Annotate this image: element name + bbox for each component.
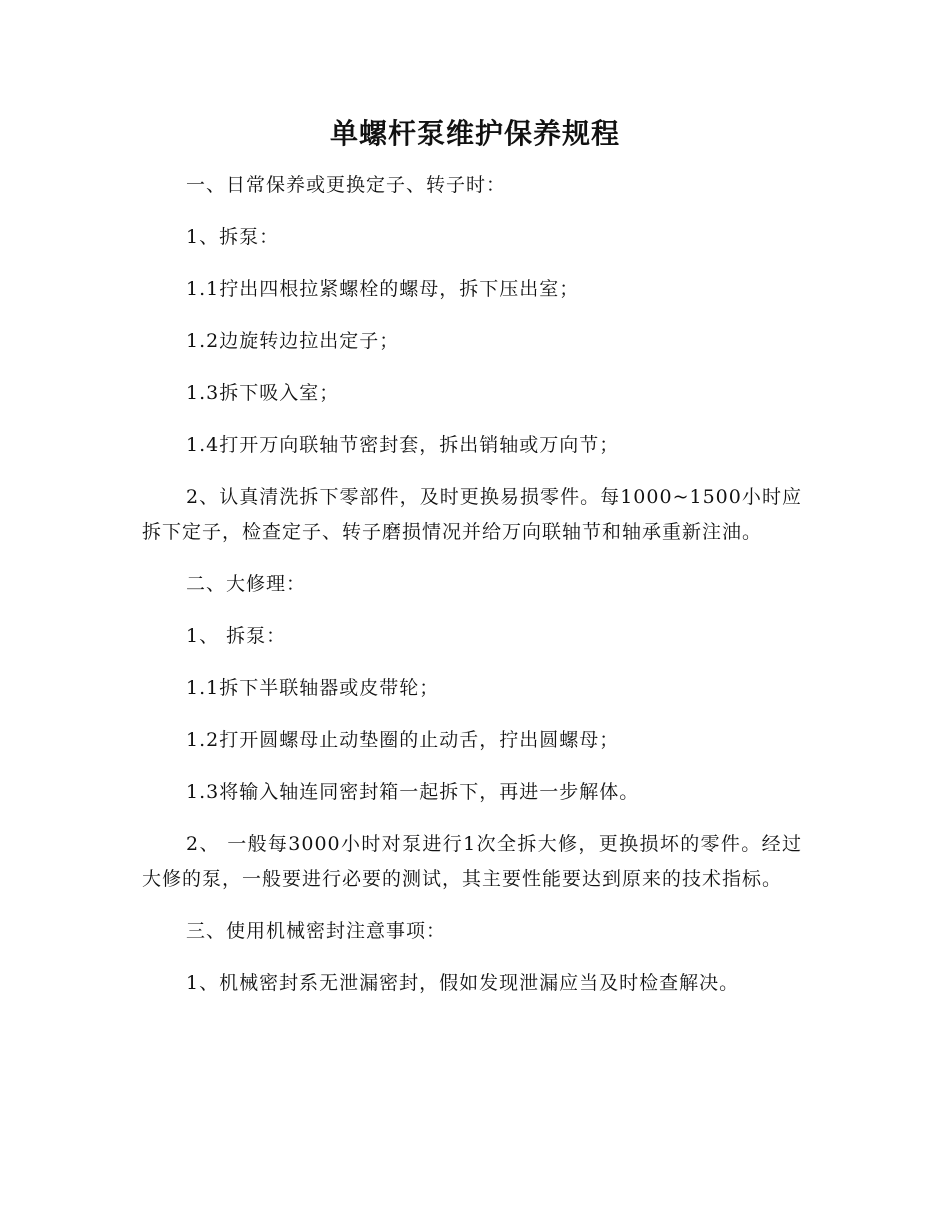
body-paragraph: 1、机械密封系无泄漏密封，假如发现泄漏应当及时检查解决。 bbox=[186, 972, 740, 994]
section-heading-3: 三、使用机械密封注意事项： bbox=[186, 920, 447, 942]
section-heading-1: 一、日常保养或更换定子、转子时： bbox=[186, 174, 507, 196]
body-paragraph: 2、 一般每3000小时对泵进行1次全拆大修，更换损坏的零件。经过大修的泵，一般要进行必要的测试，其主要性能要达到原来的技术指标。 bbox=[142, 833, 802, 890]
document-body bbox=[142, 168, 802, 1018]
step-heading: 1、拆泵： bbox=[186, 226, 280, 248]
document-title: 单螺杆泵维护保养规程 bbox=[329, 117, 620, 150]
step-item: 1.2边旋转边拉出定子； bbox=[186, 330, 400, 352]
step-item: 1.4打开万向联轴节密封套，拆出销轴或万向节； bbox=[186, 434, 620, 456]
step-item: 1.1拧出四根拉紧螺栓的螺母，拆下压出室； bbox=[186, 278, 580, 300]
section-heading-2: 二、大修理： bbox=[186, 573, 307, 595]
body-paragraph: 2、认真清洗拆下零部件，及时更换易损零件。每1000~1500小时应拆下定子，检查定子、转子磨损情况并给万向联轴节和轴承重新注油。 bbox=[142, 486, 802, 543]
step-item: 1.3拆下吸入室； bbox=[186, 382, 340, 404]
step-item: 1.1拆下半联轴器或皮带轮； bbox=[186, 677, 440, 699]
step-heading: 1、 拆泵： bbox=[186, 625, 287, 647]
step-item: 1.3将输入轴连同密封箱一起拆下，再进一步解体。 bbox=[186, 781, 640, 803]
step-item: 1.2打开圆螺母止动垫圈的止动舌，拧出圆螺母； bbox=[186, 729, 620, 751]
